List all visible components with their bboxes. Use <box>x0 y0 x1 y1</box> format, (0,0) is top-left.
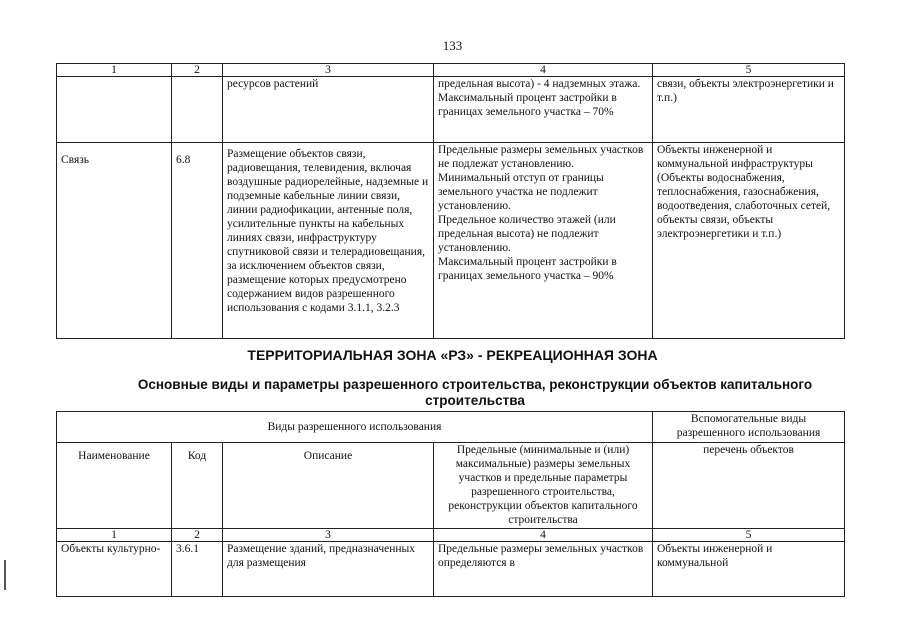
column-number: 5 <box>653 529 845 542</box>
row-name: Связь <box>57 143 172 339</box>
row-description: Размещение объектов связи, радиовещания, телевидения, включая воздушные радиорелейные, надземные и подземные кабельные линии связи, линии радиофикации, антенные поля, усилительные пункты на кабельных линиях связи, инфраструктуру спутниковой связи и телерадиовещания, за исключением объектов связи, размещение которых предусмотрено содержанием видов разрешенного использования с кодами 3.1.1, 3.2.3 <box>223 143 434 339</box>
row-parameters: Предельные размеры земельных участков не подлежат установлению. Минимальный отступ от границы земельного участка не подлежит установлению. Предельное количество этажей (или предельная высота) не подлежит установлению. Максимальный процент застройки в границах земельного участка – 90% <box>434 143 653 339</box>
row-auxiliary: связи, объекты электроэнергетики и т.п.) <box>653 77 845 143</box>
column-number-row <box>57 64 845 77</box>
row-code: 3.6.1 <box>172 542 223 597</box>
column-number: 2 <box>172 64 223 77</box>
column-number: 3 <box>223 529 434 542</box>
col-description-header: Описание <box>223 443 434 529</box>
table-row <box>57 77 845 143</box>
table-communications <box>56 63 845 339</box>
column-number: 5 <box>653 64 845 77</box>
col-aux-header: перечень объектов <box>653 443 845 529</box>
column-number: 4 <box>434 64 653 77</box>
column-number: 1 <box>57 529 172 542</box>
binding-mark <box>4 560 12 590</box>
table-recreation <box>56 411 845 597</box>
table-row <box>57 542 845 597</box>
row-auxiliary: Объекты инженерной и коммунальной инфраструктуры (Объекты водоснабжения, теплоснабжения, газоснабжения, водоотведения, слаботочных сетей, объекты связи, объекты электроэнергетики и т.п.) <box>653 143 845 339</box>
column-number: 1 <box>57 64 172 77</box>
aux-header: Вспомогательные виды разрешенного использования <box>653 412 845 443</box>
column-number-row <box>57 529 845 542</box>
row-auxiliary: Объекты инженерной и коммунальной <box>653 542 845 597</box>
column-header-row <box>57 443 845 529</box>
row-name: Объекты культурно- <box>57 542 172 597</box>
column-number: 4 <box>434 529 653 542</box>
row-code <box>172 77 223 143</box>
row-description: ресурсов растений <box>223 77 434 143</box>
row-description: Размещение зданий, предназначенных для размещения <box>223 542 434 597</box>
row-parameters: предельная высота) - 4 надземных этажа. Максимальный процент застройки в границах земельного участка – 70% <box>434 77 653 143</box>
row-parameters: Предельные размеры земельных участков определяются в <box>434 542 653 597</box>
col-name-header: Наименование <box>57 443 172 529</box>
column-number: 2 <box>172 529 223 542</box>
row-name <box>57 77 172 143</box>
column-number: 3 <box>223 64 434 77</box>
group-header: Виды разрешенного использования <box>57 412 653 443</box>
col-code-header: Код <box>172 443 223 529</box>
col-parameters-header: Предельные (минимальные и (или) максимальные) размеры земельных участков и предельные параметры разрешенного строительства, реконструкции объектов капитального строительства <box>434 443 653 529</box>
table-row <box>57 143 845 339</box>
page-number: 133 <box>442 38 463 53</box>
row-code: 6.8 <box>172 143 223 339</box>
group-header-row <box>57 412 845 443</box>
section-heading: Основные виды и параметры разрешенного строительства, реконструкции объектов капитального строительства <box>137 377 813 408</box>
zone-heading: ТЕРРИТОРИАЛЬНАЯ ЗОНА «РЗ» - РЕКРЕАЦИОННАЯ ЗОНА <box>247 347 658 363</box>
